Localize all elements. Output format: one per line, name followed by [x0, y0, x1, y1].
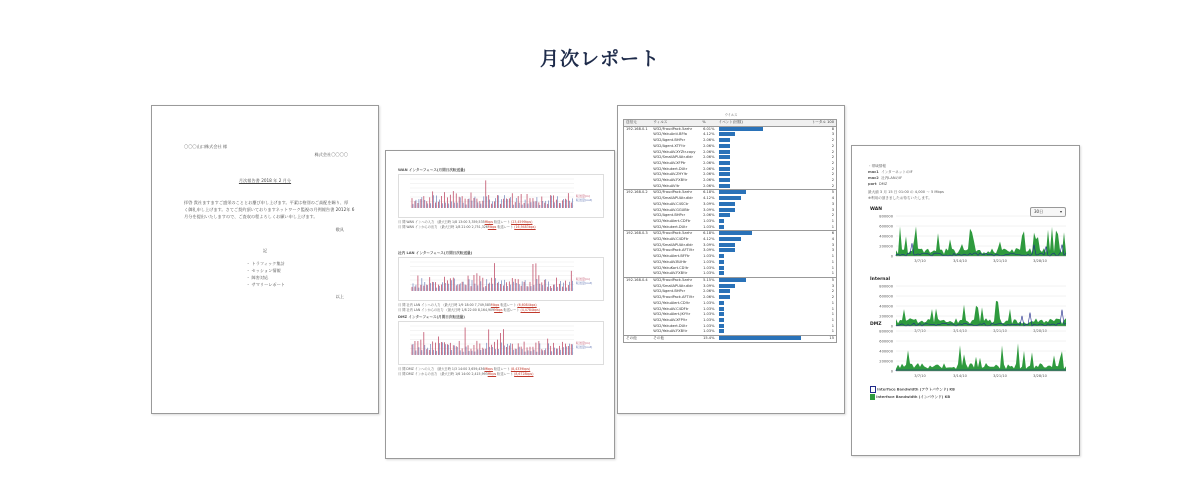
- cell-count: 2: [831, 138, 834, 143]
- cell-percent: 2.06%: [703, 289, 715, 294]
- cell-count: 5: [831, 190, 834, 195]
- cell-virus: W32/YakuAlert.CDFtr: [653, 218, 691, 223]
- cell-virus: W32/YakuAV.C4DFtr: [653, 237, 689, 242]
- traffic-chart: [398, 321, 604, 365]
- cell-virus: W32/Yakukert.DUtr: [653, 224, 688, 229]
- cell-percent: 3.09%: [703, 201, 715, 206]
- y-tick-label: 600000: [879, 294, 893, 299]
- cell-count: 1: [831, 265, 834, 270]
- page-title: 月次レポート: [539, 48, 660, 70]
- cell-percent: 1.03%: [703, 224, 715, 229]
- event-bar: [719, 190, 747, 194]
- cell-percent: 4.12%: [703, 196, 715, 201]
- event-bar: [719, 161, 730, 165]
- event-bar: [719, 184, 730, 188]
- cell-percent: 1.03%: [703, 323, 715, 328]
- cell-count: 1: [831, 312, 834, 317]
- cell-count: 1: [831, 306, 834, 311]
- cell-virus: W32/Yakukert.DUtr: [653, 166, 688, 171]
- cell-count: 1: [831, 218, 834, 223]
- cell-count: 15: [829, 336, 834, 341]
- cell-virus: W32/YakuAV.XYZtr.copy: [653, 149, 696, 154]
- traffic-section-title: WAN インターフェース(月間日次転送量): [398, 168, 466, 172]
- cell-source: 192.168.0.4: [626, 277, 648, 282]
- cell-percent: 6.01%: [703, 126, 715, 131]
- traffic-stat-row: 月 間 社内 LAN インへの入力 （最大日時 1/9 18:00 7,749,585Mbps 転送レート (6,6084bps): [398, 303, 537, 307]
- traffic-section-title: 社内 LAN インターフェース(月間日次転送量): [398, 251, 473, 255]
- cell-virus: W32/YakuAlert.JKY!tr: [653, 312, 691, 317]
- cell-virus: W32/Agent.XTF!tr: [653, 143, 686, 148]
- event-bar: [719, 127, 763, 131]
- traffic-stat-row: 月 間 社内 LAN インからの出力 （最大日時 1/8 22:00 8,164,909Mbps 転送レート (4,4784bps): [398, 308, 540, 312]
- cell-percent: 2.06%: [703, 138, 715, 143]
- event-bar: [719, 324, 725, 328]
- event-bar: [719, 172, 730, 176]
- cell-percent: 3.09%: [703, 207, 715, 212]
- cell-virus: W32/YakuAV.XFP!tr: [653, 317, 688, 322]
- event-bar: [719, 312, 725, 316]
- event-bar: [719, 237, 741, 241]
- cell-count: 2: [831, 149, 834, 154]
- chart-frame: [399, 322, 604, 365]
- cell-count: 2: [831, 172, 834, 177]
- x-tick-label: 3/21/10: [993, 374, 1007, 378]
- cell-percent: 15.4%: [703, 336, 715, 341]
- legend-out: 転送量(out): [576, 198, 593, 202]
- cell-virus: W32/FraudPack.5zehr: [653, 190, 693, 195]
- traffic-legend: [576, 277, 592, 285]
- cell-percent: 1.03%: [703, 300, 715, 305]
- virus-table: [623, 119, 837, 343]
- traffic-report-page[interactable]: [385, 150, 615, 459]
- legend-inbound-swatch: [870, 394, 875, 400]
- bandwidth-info-3: port DMZ: [868, 182, 888, 186]
- cell-count: 2: [831, 295, 834, 300]
- y-tick-label: 800000: [879, 284, 893, 289]
- table-row: [624, 336, 837, 343]
- cell-percent: 2.06%: [703, 172, 715, 177]
- event-bar: [719, 225, 725, 229]
- cell-count: 2: [831, 166, 834, 171]
- cell-virus: W32/Agent.BHPcr: [653, 289, 686, 294]
- y-tick-label: 400000: [879, 349, 893, 354]
- cell-virus: W32/FraudPack.5zehr: [653, 277, 693, 282]
- y-tick-label: 800000: [879, 329, 893, 334]
- traffic-section: [398, 315, 604, 375]
- y-tick-label: 600000: [879, 224, 893, 229]
- event-bar: [719, 248, 736, 252]
- letter-recipient: 〇〇〇山口株式会社 様: [184, 144, 228, 149]
- cell-source: 192.168.0.1: [626, 126, 648, 131]
- cell-percent: 6.18%: [703, 231, 715, 236]
- cell-percent: 1.03%: [703, 259, 715, 264]
- event-bar: [719, 336, 802, 340]
- cell-virus: W32/YakuAV.ZHY!tr: [653, 172, 688, 177]
- cell-count: 1: [831, 224, 834, 229]
- cell-percent: 1.03%: [703, 265, 715, 270]
- cell-percent: 1.03%: [703, 254, 715, 259]
- cell-percent: 6.18%: [703, 190, 715, 195]
- cell-percent: 2.06%: [703, 178, 715, 183]
- legend-out: 転送量(out): [576, 345, 593, 349]
- cell-count: 1: [831, 254, 834, 259]
- cell-source: 192.168.0.3: [626, 231, 648, 236]
- event-bar: [719, 254, 725, 258]
- event-bar: [719, 219, 725, 223]
- cell-virus: W32/SmallAPUAtr.dldr: [653, 155, 693, 160]
- cell-virus: W32/YakuAV.C4SCtr: [653, 201, 689, 206]
- event-bar: [719, 196, 741, 200]
- event-bar: [719, 295, 730, 299]
- letter-item-1: ・ トラフィック集計: [246, 261, 285, 266]
- cell-percent: 3.09%: [703, 242, 715, 247]
- report-letter-page[interactable]: [151, 105, 379, 414]
- legend-inbound: Interface Bandwidth (インバウンド) KB: [870, 394, 950, 400]
- cell-virus: W32/Agent.BHPcr: [653, 213, 686, 218]
- traffic-stat-row: 月 間 WAN インへの入力 （最大日時 1/8 13:00 3,359,535Mbps 転送レート (23,4599bps): [398, 220, 533, 224]
- cell-source: 192.168.0.2: [626, 190, 648, 195]
- cell-percent: 1.03%: [703, 218, 715, 223]
- legend-out: 転送量(out): [576, 281, 593, 285]
- cell-virus: W32/YakuAV.C4DFtr: [653, 306, 689, 311]
- cell-percent: 3.09%: [703, 283, 715, 288]
- cell-count: 2: [831, 178, 834, 183]
- cell-count: 2: [831, 213, 834, 218]
- event-bar: [719, 167, 730, 171]
- traffic-chart: [398, 257, 604, 301]
- letter-sender: 株式会社〇〇〇〇: [314, 152, 348, 157]
- cell-count: 1: [831, 300, 834, 305]
- bandwidth-chart-label: DMZ: [870, 322, 882, 327]
- cell-count: 1: [831, 271, 834, 276]
- cell-count: 1: [831, 323, 834, 328]
- bandwidth-info-1: mac1 インターネットのIF: [868, 170, 913, 174]
- event-bar: [719, 144, 730, 148]
- inbound-series-area: [896, 226, 1066, 256]
- cell-percent: 2.06%: [703, 143, 715, 148]
- bandwidth-chart-label: WAN: [870, 207, 883, 212]
- cell-percent: 1.03%: [703, 271, 715, 276]
- y-tick-label: 600000: [879, 339, 893, 344]
- traffic-stat-row: 月 間 WAN インからの出力 （最大日時 1/8 21:00 2,751,326Mbps 転送レート (16,9483bps): [398, 225, 536, 229]
- inbound-series-area: [896, 343, 1066, 371]
- cell-virus: W32/FraudPack.5zehr: [653, 126, 693, 131]
- x-tick-label: 3/28/10: [1033, 259, 1047, 263]
- event-bar: [719, 213, 730, 217]
- cell-source: その他: [626, 336, 637, 341]
- x-tick-label: 3/21/10: [993, 329, 1007, 333]
- letter-closing: 敬具: [335, 227, 344, 232]
- cell-count: 6: [831, 231, 834, 236]
- cell-virus: W32/SmallAPUAtr.dldr: [653, 196, 693, 201]
- cell-count: 1: [831, 259, 834, 264]
- cell-virus: W32/Yakukert.DUtr: [653, 323, 688, 328]
- cell-bar: [717, 336, 809, 343]
- x-tick-label: 3/28/10: [1033, 374, 1047, 378]
- traffic-section: [398, 168, 604, 228]
- event-bar: [719, 231, 752, 235]
- traffic-section-title: DMZ インターフェース(月間日次転送量): [398, 315, 465, 319]
- x-tick-label: 3/14/10: [953, 329, 967, 333]
- cell-percent: 1.03%: [703, 317, 715, 322]
- traffic-legend: [576, 341, 592, 349]
- cell-virus: W32/YakuAV.FXB!tr: [653, 178, 688, 183]
- period-select[interactable]: 30日 ▾: [1030, 207, 1066, 217]
- bandwidth-info-2: mac2 社内LANのIF: [868, 176, 903, 180]
- cell-percent: 1.03%: [703, 312, 715, 317]
- event-bar: [719, 284, 736, 288]
- event-bar: [719, 208, 736, 212]
- cell-percent: 2.06%: [703, 166, 715, 171]
- cell-count: 2: [831, 183, 834, 188]
- bandwidth-chart: [870, 322, 1070, 382]
- letter-body-3: 月分を提出いたしますので、ご査収の程よろしくお願い申し上げます。: [184, 214, 318, 219]
- event-bar: [719, 307, 725, 311]
- letter-item-3: ・ 障害対応: [246, 275, 269, 280]
- cell-virus: W32/YakuAV.GGUBtr: [653, 207, 690, 212]
- cell-virus: W32/YakuAnti.BFfa: [653, 132, 688, 137]
- event-bar: [719, 138, 730, 142]
- y-tick-label: 0: [890, 254, 893, 259]
- event-bar: [719, 243, 736, 247]
- x-tick-label: 3/14/10: [953, 374, 967, 378]
- cell-count: 3: [831, 242, 834, 247]
- x-tick-label: 3/7/10: [914, 329, 926, 333]
- col-percent: %: [702, 120, 706, 124]
- bandwidth-chart-label: Internal: [870, 277, 891, 282]
- event-bar: [719, 178, 730, 182]
- bandwidth-chart: [870, 207, 1070, 267]
- cell-count: 3: [831, 283, 834, 288]
- cell-count: 4: [831, 196, 834, 201]
- cell-percent: 2.06%: [703, 149, 715, 154]
- cell-virus: W32/FraudPack.AFTI!tr: [653, 248, 695, 253]
- cell-virus: W32/SmallAPUAtr.dldr: [653, 283, 693, 288]
- cell-count: 2: [831, 143, 834, 148]
- event-bar: [719, 271, 725, 275]
- bandwidth-note-2: ※利用の頂きましたお待ちいたします。: [868, 196, 932, 200]
- col-total: トータル 100: [811, 120, 834, 124]
- cell-percent: 2.06%: [703, 295, 715, 300]
- cell-count: 1: [831, 329, 834, 334]
- x-tick-label: 3/21/10: [993, 259, 1007, 263]
- virus-table-header: ウイルス: [724, 113, 738, 117]
- cell-virus: W32/YakuAlert.CD!tr: [653, 300, 691, 305]
- cell-count: 4: [831, 237, 834, 242]
- cell-virus: W32/YakuAV.FXB!tr: [653, 271, 688, 276]
- y-tick-label: 800000: [879, 214, 893, 219]
- cell-count: 2: [831, 160, 834, 165]
- cell-virus: W32/YakuAV.XFPtr: [653, 160, 686, 165]
- traffic-chart: [398, 174, 604, 218]
- cell-virus: その他: [653, 336, 665, 341]
- bandwidth-chart-svg: [870, 329, 1070, 385]
- bandwidth-note-1: 最大値 3 月 15 日 01:00 の 4,000 ～ 5 Mbps: [868, 190, 944, 194]
- event-bar: [719, 278, 747, 282]
- traffic-stat-row: 月 間 DMZ インからの出力 （最大日時 1/6 14:00 2,415,993Mbps 転送レート (8,6728bps): [398, 372, 534, 376]
- x-tick-label: 3/7/10: [914, 374, 926, 378]
- cell-count: 2: [831, 155, 834, 160]
- letter-item-4: ・ サマリーレポート: [246, 282, 285, 287]
- cell-percent: 4.12%: [703, 237, 715, 242]
- x-tick-label: 3/14/10: [953, 259, 967, 263]
- cell-percent: 1.03%: [703, 306, 715, 311]
- event-bar: [719, 301, 725, 305]
- cell-percent: 3.09%: [703, 248, 715, 253]
- bandwidth-report-page[interactable]: [851, 145, 1080, 456]
- cell-percent: 2.06%: [703, 160, 715, 165]
- event-bar: [719, 202, 736, 206]
- cell-percent: 2.06%: [703, 183, 715, 188]
- traffic-section: [398, 251, 604, 311]
- cell-virus: W32/YakuAlert.BFFtr: [653, 254, 690, 259]
- cell-count: 3: [831, 248, 834, 253]
- event-bar: [719, 266, 725, 270]
- letter-ki: 記: [262, 248, 268, 253]
- bandwidth-info-heading: ・帯域情報: [868, 164, 886, 168]
- cell-virus: W32/Agent.BHPcr: [653, 138, 686, 143]
- cell-virus: W32/YakuAV.FXB!tr: [653, 329, 688, 334]
- event-bar: [719, 260, 725, 264]
- event-bar: [719, 132, 736, 136]
- event-bar: [719, 150, 730, 154]
- traffic-stat-row: 月 間 DMZ インへの入力 （最大日時 1/3 14:00 3,659,436Mbps 転送レート (8,4339bps): [398, 367, 531, 371]
- y-tick-label: 400000: [879, 304, 893, 309]
- event-bar: [719, 155, 730, 159]
- legend-in: 転送量(in): [576, 277, 591, 281]
- x-tick-label: 3/7/10: [914, 259, 926, 263]
- col-source: 送信元: [626, 120, 637, 124]
- cell-virus: W32/YakuAV!tr: [653, 183, 680, 188]
- cell-percent: 2.06%: [703, 213, 715, 218]
- cell-count: 3: [831, 132, 834, 137]
- legend-in: 転送量(in): [576, 341, 591, 345]
- traffic-legend: [576, 194, 592, 202]
- y-tick-label: 200000: [879, 244, 893, 249]
- cell-percent: 4.12%: [703, 132, 715, 137]
- chevron-down-icon: ▾: [1059, 209, 1062, 214]
- cell-percent: 5.15%: [703, 277, 715, 282]
- letter-ijo: 以上: [335, 294, 344, 299]
- event-bar: [719, 318, 725, 322]
- cell-count: 3: [831, 207, 834, 212]
- y-tick-label: 0: [890, 369, 893, 374]
- chart-frame: [399, 175, 604, 218]
- cell-virus: W32/SmallAPUAtr.dldr: [653, 242, 693, 247]
- letter-body-1: 拝啓 貴社ますますご盛栄のこととお慶び申し上げます。平素は格別のご高配を賜り、厚: [184, 200, 349, 205]
- y-tick-label: 200000: [879, 359, 893, 364]
- cell-percent: 1.03%: [703, 329, 715, 334]
- cell-count: 8: [831, 126, 834, 131]
- cell-virus: W32/YakuKort.CD!tr: [653, 265, 689, 270]
- cell-virus: W32/YakuAV.BUHtr: [653, 259, 687, 264]
- letter-subject: 月次報告書 2018 年 2 月分: [238, 178, 292, 183]
- letter-item-2: ・ セッション情報: [246, 268, 281, 273]
- cell-virus: W32/FraudPack.AFTI!tr: [653, 295, 695, 300]
- cell-count: 3: [831, 201, 834, 206]
- bandwidth-chart-svg: [870, 214, 1070, 270]
- virus-report-page[interactable]: [617, 105, 845, 414]
- letter-body-2: く御礼申し上げます。さてご契約頂いておりますネットワーク監視の月例報告書 2012年 6: [184, 207, 355, 212]
- legend-outbound-swatch: [870, 386, 876, 393]
- col-virus: ウィルス: [653, 120, 668, 124]
- y-tick-label: 200000: [879, 314, 893, 319]
- event-bar: [719, 289, 730, 293]
- x-tick-label: 3/28/10: [1033, 329, 1047, 333]
- cell-count: 5: [831, 277, 834, 282]
- event-bar: [719, 329, 725, 333]
- legend-in: 転送量(in): [576, 194, 591, 198]
- cell-percent: 2.06%: [703, 155, 715, 160]
- chart-frame: [399, 258, 604, 301]
- col-events: イベント(回数): [718, 120, 743, 124]
- y-tick-label: 400000: [879, 234, 893, 239]
- cell-count: 2: [831, 289, 834, 294]
- cell-count: 1: [831, 317, 834, 322]
- legend-outbound: Interface Bandwidth (アウトバウンド) KB: [870, 386, 955, 393]
- cell-virus: W32/FraudPack.5zehr: [653, 231, 693, 236]
- y-tick-label: 0: [890, 324, 893, 329]
